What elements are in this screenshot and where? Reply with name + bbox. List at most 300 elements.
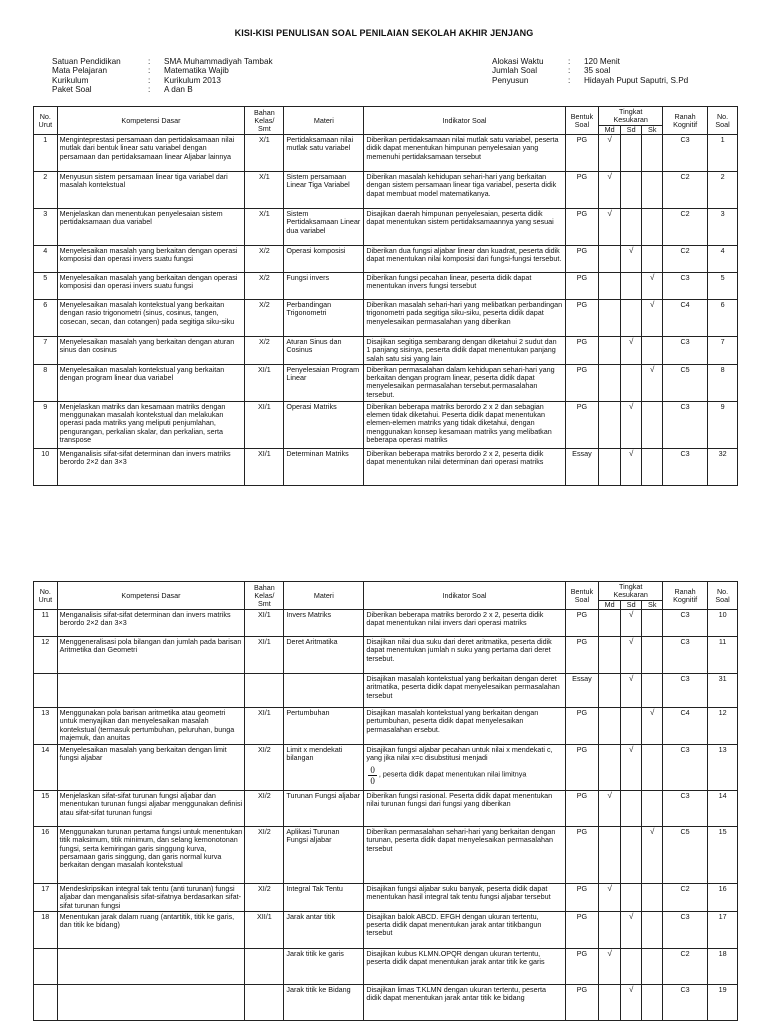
indikator-text: Disajikan nilai dua suku dari deret aritmatika, peserta didik dapat menentukan jumlah n suku yang pertama dari deret tersebut. bbox=[366, 637, 552, 663]
table-row bbox=[34, 448, 738, 485]
cell-sd-check bbox=[620, 364, 642, 401]
header-ranah-kognitif: Ranah Kognitif bbox=[663, 582, 708, 610]
cell-bentuk-soal: PG bbox=[565, 273, 599, 300]
cell-kompetensi-dasar: Menyelesaikan masalah kontekstual yang berkaitan dengan rasio trigonometri (sinus, cosinus, tangen, cosecan, secan, dan cotangen) pada segitiga siku-siku bbox=[57, 300, 245, 337]
cell-ranah-kognitif: C3 bbox=[663, 745, 708, 791]
cell-no-urut: 9 bbox=[34, 401, 58, 448]
info-value: SMA Muhammadiyah Tambak bbox=[164, 57, 273, 66]
cell-no-soal: 14 bbox=[708, 791, 738, 827]
cell-no-urut: 14 bbox=[34, 745, 58, 791]
cell-ranah-kognitif: C2 bbox=[663, 246, 708, 273]
cell-ranah-kognitif: C3 bbox=[663, 273, 708, 300]
indikator-text: Diberikan pertidaksamaan nilai mutlak satu variabel, peserta didik dapat menentukan himpunan penyelesaian yang memenuhi pertidaksamaan tersebut bbox=[366, 135, 559, 161]
table-row bbox=[34, 911, 738, 948]
kisi-kisi-table-2 bbox=[33, 581, 738, 1021]
header-bentuk-soal: Bentuk Soal bbox=[565, 107, 599, 135]
header-no-urut: No. Urut bbox=[34, 107, 58, 135]
indikator-text: Diberikan masalah sehari-hari yang melibatkan perbandingan trigonometri pada segitiga siku-siku, peserta didik dapat menyelesaikan permasalahan yang diberikan bbox=[366, 300, 563, 326]
cell-no-urut bbox=[34, 948, 58, 984]
cell-bentuk-soal: PG bbox=[565, 246, 599, 273]
cell-sk-check bbox=[642, 637, 663, 674]
cell-no-soal: 11 bbox=[708, 637, 738, 674]
cell-sd-check: √ bbox=[620, 610, 642, 637]
cell-indikator-soal bbox=[364, 948, 565, 984]
cell-sd-check bbox=[620, 172, 642, 209]
header-ranah-kognitif: Ranah Kognitif bbox=[663, 107, 708, 135]
cell-md-check bbox=[599, 364, 621, 401]
cell-sk-check bbox=[642, 610, 663, 637]
info-separator: : bbox=[568, 57, 571, 66]
cell-indikator-soal bbox=[364, 827, 565, 884]
cell-ranah-kognitif: C2 bbox=[663, 948, 708, 984]
info-separator: : bbox=[148, 75, 151, 85]
cell-no-urut: 2 bbox=[34, 172, 58, 209]
cell-bahan-kelas: XI/2 bbox=[245, 745, 284, 791]
cell-no-soal: 19 bbox=[708, 984, 738, 1020]
cell-md-check bbox=[599, 984, 621, 1020]
cell-indikator-soal bbox=[364, 674, 565, 708]
cell-kompetensi-dasar: Menjelaskan matriks dan kesamaan matriks dengan menggunakan masalah kontekstual dan melakukan operasi pada matriks yang meliputi penjumlahan, pengurangan, perkalian skalar, dan perkalian, serta transpose bbox=[57, 401, 245, 448]
cell-sd-check: √ bbox=[620, 448, 642, 485]
cell-md-check bbox=[599, 448, 621, 485]
cell-bentuk-soal: PG bbox=[565, 884, 599, 912]
indikator-text: Disajikan segitiga sembarang dengan diketahui 2 sudut dan 1 panjang sisinya, peserta didik dapat menentukan panjang salah satu sisi yang lain bbox=[366, 337, 557, 363]
cell-indikator-soal bbox=[364, 246, 565, 273]
page-title: KISI-KISI PENULISAN SOAL PENILAIAN SEKOLAH AKHIR JENJANG bbox=[234, 28, 534, 38]
cell-indikator-soal bbox=[364, 135, 565, 172]
cell-sk-check: √ bbox=[642, 708, 663, 745]
table-body bbox=[34, 135, 738, 486]
info-separator: : bbox=[568, 66, 571, 76]
cell-bahan-kelas: X/1 bbox=[245, 209, 284, 246]
cell-indikator-soal bbox=[364, 708, 565, 745]
header-tingkat-kesukaran: Tingkat Kesukaran bbox=[599, 107, 663, 126]
cell-sd-check bbox=[620, 708, 642, 745]
cell-no-soal: 18 bbox=[708, 948, 738, 984]
cell-materi: Deret Aritmatika bbox=[284, 637, 364, 674]
table-header bbox=[34, 582, 738, 610]
info-separator: : bbox=[148, 57, 151, 66]
cell-md-check bbox=[599, 337, 621, 365]
table-body bbox=[34, 610, 738, 1021]
cell-kompetensi-dasar: Mendeskripsikan integral tak tentu (anti turunan) fungsi aljabar dan menganalisis sifat-sifatnya berdasarkan sifat-sifat turunan fungsi bbox=[57, 884, 245, 912]
cell-kompetensi-dasar bbox=[57, 948, 245, 984]
info-value: 120 Menit bbox=[584, 57, 620, 66]
cell-no-soal: 7 bbox=[708, 337, 738, 365]
cell-ranah-kognitif: C3 bbox=[663, 135, 708, 172]
indikator-text: Diberikan masalah kehidupan sehari-hari yang berkaitan dengan sistem persamaan linear tiga variabel, peserta didik dapat membuat model matematikanya. bbox=[366, 172, 557, 198]
cell-bentuk-soal: PG bbox=[565, 911, 599, 948]
header-md: Md bbox=[599, 126, 621, 135]
cell-sk-check: √ bbox=[642, 273, 663, 300]
cell-bahan-kelas: XI/2 bbox=[245, 791, 284, 827]
info-key: Paket Soal bbox=[52, 85, 92, 95]
header-no-soal: No. Soal bbox=[708, 107, 738, 135]
indikator-text: Disajikan balok ABCD. EFGH dengan ukuran tertentu, peserta didik dapat menentukan jarak antar titikbangun tersebut bbox=[366, 911, 542, 938]
cell-sd-check bbox=[620, 884, 642, 912]
cell-kompetensi-dasar: Menyelesaikan masalah yang berkaitan dengan aturan sinus dan cosinus bbox=[57, 337, 245, 365]
table-row bbox=[34, 135, 738, 172]
cell-no-urut: 17 bbox=[34, 884, 58, 912]
table-row bbox=[34, 364, 738, 401]
header-bentuk-soal: Bentuk Soal bbox=[565, 582, 599, 610]
cell-md-check: √ bbox=[599, 172, 621, 209]
cell-sk-check bbox=[642, 135, 663, 172]
cell-sk-check bbox=[642, 911, 663, 948]
cell-materi: Integral Tak Tentu bbox=[284, 884, 364, 912]
table-row bbox=[34, 948, 738, 984]
cell-bentuk-soal: PG bbox=[565, 708, 599, 745]
info-separator: : bbox=[148, 85, 151, 95]
cell-indikator-soal bbox=[364, 364, 565, 401]
cell-bentuk-soal: PG bbox=[565, 948, 599, 984]
cell-kompetensi-dasar: Menggunakan pola barisan aritmetika atau geometri untuk menyajikan dan menyelesaikan masalah kontekstual (termasuk pertumbuhan, peluruhan, bunga majemuk, dan anuitas bbox=[57, 708, 245, 745]
cell-bentuk-soal: PG bbox=[565, 300, 599, 337]
cell-kompetensi-dasar: Menyelesaikan masalah yang berkaitan dengan operasi komposisi dan operasi invers suatu fungsi bbox=[57, 273, 245, 300]
cell-indikator-soal bbox=[364, 884, 565, 912]
cell-bentuk-soal: PG bbox=[565, 401, 599, 448]
cell-kompetensi-dasar: Menyelesaikan masalah kontekstual yang berkaitan dengan program linear dua variabel bbox=[57, 364, 245, 401]
cell-bentuk-soal: PG bbox=[565, 209, 599, 246]
cell-kompetensi-dasar: Menjelaskan dan menentukan penyelesaian sistem pertidaksamaan dua variabel bbox=[57, 209, 245, 246]
header-md: Md bbox=[599, 601, 621, 610]
cell-no-soal: 4 bbox=[708, 246, 738, 273]
info-key: Jumlah Soal bbox=[492, 66, 538, 76]
cell-sd-check: √ bbox=[620, 637, 642, 674]
header-sd: Sd bbox=[620, 601, 642, 610]
header-kompetensi-dasar: Kompetensi Dasar bbox=[57, 582, 245, 610]
cell-indikator-soal bbox=[364, 984, 565, 1020]
info-row bbox=[52, 85, 273, 94]
indikator-text: Diberikan permasalahan dalam kehidupan sehari-hari yang berkaitan dengan program linear, peserta didik dapat menyelesaikan permasalahan tersebut.permasalahan tersebut. bbox=[366, 364, 555, 399]
cell-md-check bbox=[599, 708, 621, 745]
cell-bahan-kelas: X/2 bbox=[245, 246, 284, 273]
cell-bahan-kelas: X/2 bbox=[245, 273, 284, 300]
cell-no-soal: 9 bbox=[708, 401, 738, 448]
cell-no-soal: 2 bbox=[708, 172, 738, 209]
cell-ranah-kognitif: C4 bbox=[663, 708, 708, 745]
header-sk: Sk bbox=[642, 601, 663, 610]
cell-bahan-kelas: X/2 bbox=[245, 337, 284, 365]
info-row bbox=[52, 57, 273, 66]
cell-bahan-kelas: XI/1 bbox=[245, 401, 284, 448]
table-row bbox=[34, 791, 738, 827]
cell-md-check bbox=[599, 674, 621, 708]
cell-ranah-kognitif: C3 bbox=[663, 911, 708, 948]
cell-materi: Operasi Matriks bbox=[284, 401, 364, 448]
cell-sd-check bbox=[620, 273, 642, 300]
cell-sk-check bbox=[642, 745, 663, 791]
cell-md-check: √ bbox=[599, 209, 621, 246]
cell-no-urut: 12 bbox=[34, 637, 58, 674]
cell-ranah-kognitif: C3 bbox=[663, 337, 708, 365]
cell-materi bbox=[284, 674, 364, 708]
header-materi: Materi bbox=[284, 582, 364, 610]
cell-kompetensi-dasar: Menjelaskan sifat-sifat turunan fungsi aljabar dan menentukan turunan fungsi aljabar menggunakan definisi atau sifat-sifat turunan fungsi bbox=[57, 791, 245, 827]
cell-sd-check: √ bbox=[620, 401, 642, 448]
cell-bahan-kelas: XII/1 bbox=[245, 911, 284, 948]
cell-no-urut bbox=[34, 984, 58, 1020]
cell-materi: Limit x mendekati bilangan bbox=[284, 745, 364, 791]
cell-sk-check: √ bbox=[642, 300, 663, 337]
cell-materi: Operasi komposisi bbox=[284, 246, 364, 273]
cell-sd-check bbox=[620, 209, 642, 246]
cell-materi: Fungsi invers bbox=[284, 273, 364, 300]
header-bahan-kelas: Bahan Kelas/ Smt bbox=[245, 107, 284, 135]
table-row bbox=[34, 745, 738, 791]
table-row bbox=[34, 610, 738, 637]
cell-kompetensi-dasar: Menggunakan turunan pertama fungsi untuk menentukan titik maksimum, titik minimum, dan selang kemonotonan fungsi, serta kemiringan garis singgung kurva, persamaan garis singgung, dan garis normal kurva berkaitan dengan masalah kontekstual bbox=[57, 827, 245, 884]
cell-sk-check bbox=[642, 984, 663, 1020]
cell-sk-check: √ bbox=[642, 827, 663, 884]
fraction bbox=[368, 765, 377, 786]
info-row bbox=[492, 57, 688, 66]
cell-md-check bbox=[599, 637, 621, 674]
indikator-text: Diberikan fungsi rasional. Peserta didik dapat menentukan nilai turunan fungsi dari fungsi yang diberikan bbox=[366, 791, 553, 809]
cell-md-check: √ bbox=[599, 948, 621, 984]
cell-bahan-kelas: XI/1 bbox=[245, 610, 284, 637]
table-row bbox=[34, 984, 738, 1020]
cell-md-check bbox=[599, 401, 621, 448]
cell-md-check bbox=[599, 300, 621, 337]
cell-sk-check bbox=[642, 209, 663, 246]
cell-ranah-kognitif: C3 bbox=[663, 674, 708, 708]
info-value: Kurikulum 2013 bbox=[164, 75, 221, 85]
table-row bbox=[34, 827, 738, 884]
cell-kompetensi-dasar: Menyelesaikan masalah yang berkaitan dengan operasi komposisi dan operasi invers suatu fungsi bbox=[57, 246, 245, 273]
info-row bbox=[52, 66, 273, 75]
cell-bahan-kelas: XI/1 bbox=[245, 708, 284, 745]
kisi-kisi-table-1 bbox=[33, 106, 738, 486]
cell-kompetensi-dasar: Menentukan jarak dalam ruang (antartitik, titik ke garis, dan titik ke bidang) bbox=[57, 911, 245, 948]
indikator-text: Diberikan dua fungsi aljabar linear dan kuadrat, peserta didik dapat menentukan nilai komposisi dari fungsi-fungsi tersebut. bbox=[366, 246, 562, 264]
info-separator: : bbox=[568, 75, 571, 85]
cell-md-check: √ bbox=[599, 791, 621, 827]
cell-kompetensi-dasar: Menyusun sistem persamaan linear tiga variabel dari masalah kontekstual bbox=[57, 172, 245, 209]
cell-sd-check: √ bbox=[620, 337, 642, 365]
cell-md-check bbox=[599, 827, 621, 884]
cell-no-urut: 1 bbox=[34, 135, 58, 172]
cell-kompetensi-dasar: Menginteprestasi persamaan dan pertidaksamaan nilai mutlak dari bentuk linear satu variabel dengan persamaan dan pertidaksamaan linear Aljabar lainnya bbox=[57, 135, 245, 172]
header-indikator-soal: Indikator Soal bbox=[364, 582, 565, 610]
cell-kompetensi-dasar: Menggeneralisasi pola bilangan dan jumlah pada barisan Aritmetika dan Geometri bbox=[57, 637, 245, 674]
indikator-text: Disajikan fungsi aljabar suku banyak, peserta didik dapat menentukan hasil integral tak tentu fungsi aljabar tersebut bbox=[366, 884, 551, 902]
cell-no-urut: 15 bbox=[34, 791, 58, 827]
table-row bbox=[34, 300, 738, 337]
info-key: Mata Pelajaran bbox=[52, 66, 108, 76]
cell-bentuk-soal: PG bbox=[565, 984, 599, 1020]
cell-sk-check bbox=[642, 246, 663, 273]
cell-materi: Pertumbuhan bbox=[284, 708, 364, 745]
indikator-text-after: , peserta didik dapat menentukan nilai limitnya bbox=[378, 769, 527, 778]
header-sd: Sd bbox=[620, 126, 642, 135]
cell-sk-check bbox=[642, 791, 663, 827]
cell-ranah-kognitif: C4 bbox=[663, 300, 708, 337]
info-key: Alokasi Waktu bbox=[492, 57, 544, 66]
cell-bentuk-soal: PG bbox=[565, 610, 599, 637]
header-materi: Materi bbox=[284, 107, 364, 135]
table-row bbox=[34, 637, 738, 674]
document-info-right bbox=[492, 57, 688, 85]
cell-bentuk-soal: Essay bbox=[565, 674, 599, 708]
cell-indikator-soal bbox=[364, 637, 565, 674]
cell-indikator-soal bbox=[364, 401, 565, 448]
cell-bahan-kelas bbox=[245, 984, 284, 1020]
cell-materi: Penyelesaian Program Linear bbox=[284, 364, 364, 401]
cell-md-check bbox=[599, 273, 621, 300]
cell-materi: Sistem persamaan Linear Tiga Variabel bbox=[284, 172, 364, 209]
cell-no-soal: 17 bbox=[708, 911, 738, 948]
cell-sk-check bbox=[642, 172, 663, 209]
cell-no-urut: 5 bbox=[34, 273, 58, 300]
cell-kompetensi-dasar bbox=[57, 674, 245, 708]
cell-ranah-kognitif: C3 bbox=[663, 984, 708, 1020]
cell-sk-check: √ bbox=[642, 364, 663, 401]
cell-bahan-kelas: XI/2 bbox=[245, 884, 284, 912]
cell-no-soal: 10 bbox=[708, 610, 738, 637]
indikator-text: Disajikan fungsi aljabar pecahan untuk nilai x mendekati c, yang jika nilai x=c disubstitusi menjadi bbox=[366, 745, 553, 763]
cell-no-urut: 11 bbox=[34, 610, 58, 637]
cell-materi: Sistem Pertidaksamaan Linear dua variabel bbox=[284, 209, 364, 246]
cell-indikator-soal bbox=[364, 791, 565, 827]
cell-sk-check bbox=[642, 337, 663, 365]
table-row bbox=[34, 273, 738, 300]
cell-sd-check: √ bbox=[620, 911, 642, 948]
cell-sd-check bbox=[620, 300, 642, 337]
cell-ranah-kognitif: C2 bbox=[663, 884, 708, 912]
cell-bahan-kelas: XI/1 bbox=[245, 364, 284, 401]
cell-sd-check: √ bbox=[620, 246, 642, 273]
cell-sk-check bbox=[642, 448, 663, 485]
cell-no-soal: 6 bbox=[708, 300, 738, 337]
cell-no-soal: 8 bbox=[708, 364, 738, 401]
cell-no-urut: 13 bbox=[34, 708, 58, 745]
cell-no-urut: 3 bbox=[34, 209, 58, 246]
cell-bahan-kelas: XI/1 bbox=[245, 637, 284, 674]
table-row bbox=[34, 246, 738, 273]
cell-bahan-kelas bbox=[245, 674, 284, 708]
cell-bahan-kelas: X/2 bbox=[245, 300, 284, 337]
cell-no-urut: 4 bbox=[34, 246, 58, 273]
info-value: Hidayah Puput Saputri, S.Pd bbox=[584, 75, 689, 85]
cell-indikator-soal bbox=[364, 273, 565, 300]
cell-indikator-soal bbox=[364, 610, 565, 637]
cell-bahan-kelas: X/1 bbox=[245, 135, 284, 172]
cell-sd-check bbox=[620, 135, 642, 172]
cell-no-soal: 32 bbox=[708, 448, 738, 485]
indikator-text: Diberikan beberapa matriks berordo 2 x 2, peserta didik dapat menentukan nilai invers dari operasi matriks bbox=[366, 610, 544, 628]
cell-materi: Determinan Matriks bbox=[284, 448, 364, 485]
cell-bentuk-soal: Essay bbox=[565, 448, 599, 485]
cell-no-soal: 3 bbox=[708, 209, 738, 246]
cell-indikator-soal bbox=[364, 911, 565, 948]
cell-md-check bbox=[599, 911, 621, 948]
cell-ranah-kognitif: C5 bbox=[663, 364, 708, 401]
document-info-left bbox=[52, 57, 273, 95]
cell-bentuk-soal: PG bbox=[565, 172, 599, 209]
info-row bbox=[492, 76, 688, 85]
info-value: Matematika Wajib bbox=[164, 66, 229, 76]
cell-md-check: √ bbox=[599, 135, 621, 172]
info-separator: : bbox=[148, 66, 151, 76]
cell-bentuk-soal: PG bbox=[565, 827, 599, 884]
header-no-urut: No. Urut bbox=[34, 582, 58, 610]
header-sk: Sk bbox=[642, 126, 663, 135]
cell-materi: Jarak titik ke Bidang bbox=[284, 984, 364, 1020]
header-indikator-soal: Indikator Soal bbox=[364, 107, 565, 135]
cell-bentuk-soal: PG bbox=[565, 364, 599, 401]
cell-sd-check bbox=[620, 791, 642, 827]
indikator-text: Diberikan beberapa matriks berordo 2 x 2 dan sebagian elemen tidak diketahui. Peserta didik dapat menentukan elemen-elemen matriks yang tidak diketahui, dengan menggunakan konsep kesamaan matriks yang melibatkan beberapa operasi matriks bbox=[366, 401, 552, 445]
cell-bahan-kelas: X/1 bbox=[245, 172, 284, 209]
cell-no-soal: 15 bbox=[708, 827, 738, 884]
cell-ranah-kognitif: C3 bbox=[663, 401, 708, 448]
cell-ranah-kognitif: C3 bbox=[663, 448, 708, 485]
cell-no-urut: 8 bbox=[34, 364, 58, 401]
cell-no-soal: 1 bbox=[708, 135, 738, 172]
info-key: Satuan Pendidikan bbox=[52, 57, 121, 66]
cell-ranah-kognitif: C3 bbox=[663, 637, 708, 674]
table-row bbox=[34, 674, 738, 708]
cell-sd-check: √ bbox=[620, 745, 642, 791]
cell-sk-check bbox=[642, 401, 663, 448]
fraction-denominator: 0 bbox=[370, 775, 375, 786]
indikator-text: Diberikan permasalahan sehari-hari yang berkaitan dengan turunan, peserta didik dapat menyelesaikan permasalahan tersebut bbox=[366, 827, 556, 853]
cell-ranah-kognitif: C3 bbox=[663, 610, 708, 637]
fraction-numerator: 0 bbox=[370, 764, 375, 775]
cell-no-urut: 18 bbox=[34, 911, 58, 948]
cell-sd-check bbox=[620, 948, 642, 984]
table-row bbox=[34, 884, 738, 912]
cell-materi: Pertidaksamaan nilai mutlak satu variabel bbox=[284, 135, 364, 172]
info-value: 35 soal bbox=[584, 66, 611, 76]
table-row bbox=[34, 172, 738, 209]
cell-indikator-soal bbox=[364, 337, 565, 365]
info-row bbox=[52, 76, 273, 85]
cell-indikator-soal bbox=[364, 448, 565, 485]
cell-sk-check bbox=[642, 674, 663, 708]
indikator-text: Disajikan masalah kontekstual yang berkaitan dengan pertumbuhan, peserta didik dapat menyelesaikan permasalahan ersebut. bbox=[366, 708, 539, 734]
cell-indikator-soal bbox=[364, 209, 565, 246]
cell-bentuk-soal: PG bbox=[565, 637, 599, 674]
cell-materi: Jarak antar titik bbox=[284, 911, 364, 948]
cell-indikator-soal bbox=[364, 172, 565, 209]
table-row bbox=[34, 209, 738, 246]
cell-ranah-kognitif: C2 bbox=[663, 209, 708, 246]
info-value: A dan B bbox=[164, 85, 193, 95]
indikator-text: Diberikan beberapa matriks berordo 2 x 2, peserta didik dapat menentukan nilai determinan dari operasi matriks bbox=[366, 448, 544, 467]
cell-kompetensi-dasar: Menyelesaikan masalah yang berkaitan dengan limit fungsi aljabar bbox=[57, 745, 245, 791]
cell-no-soal: 13 bbox=[708, 745, 738, 791]
indikator-text: Disajikan kubus KLMN.OPQR dengan ukuran tertentu, peserta didik dapat menentukan jarak antar titik ke garis bbox=[366, 948, 545, 967]
cell-materi: Invers Matriks bbox=[284, 610, 364, 637]
info-row bbox=[492, 66, 688, 75]
cell-no-soal: 12 bbox=[708, 708, 738, 745]
cell-sd-check bbox=[620, 827, 642, 884]
cell-sd-check: √ bbox=[620, 674, 642, 708]
table-row bbox=[34, 337, 738, 365]
cell-materi: Perbandingan Trigonometri bbox=[284, 300, 364, 337]
indikator-text: Disajikan masalah kontekstual yang berkaitan dengan deret aritmatika, peserta didik dapat menyelesaikan permasalahan tersebut bbox=[366, 674, 560, 700]
table-header bbox=[34, 107, 738, 135]
table-row bbox=[34, 708, 738, 745]
cell-bentuk-soal: PG bbox=[565, 337, 599, 365]
cell-bentuk-soal: PG bbox=[565, 791, 599, 827]
cell-indikator-soal bbox=[364, 300, 565, 337]
header-tingkat-kesukaran: Tingkat Kesukaran bbox=[599, 582, 663, 601]
cell-no-urut: 10 bbox=[34, 448, 58, 485]
cell-md-check bbox=[599, 610, 621, 637]
